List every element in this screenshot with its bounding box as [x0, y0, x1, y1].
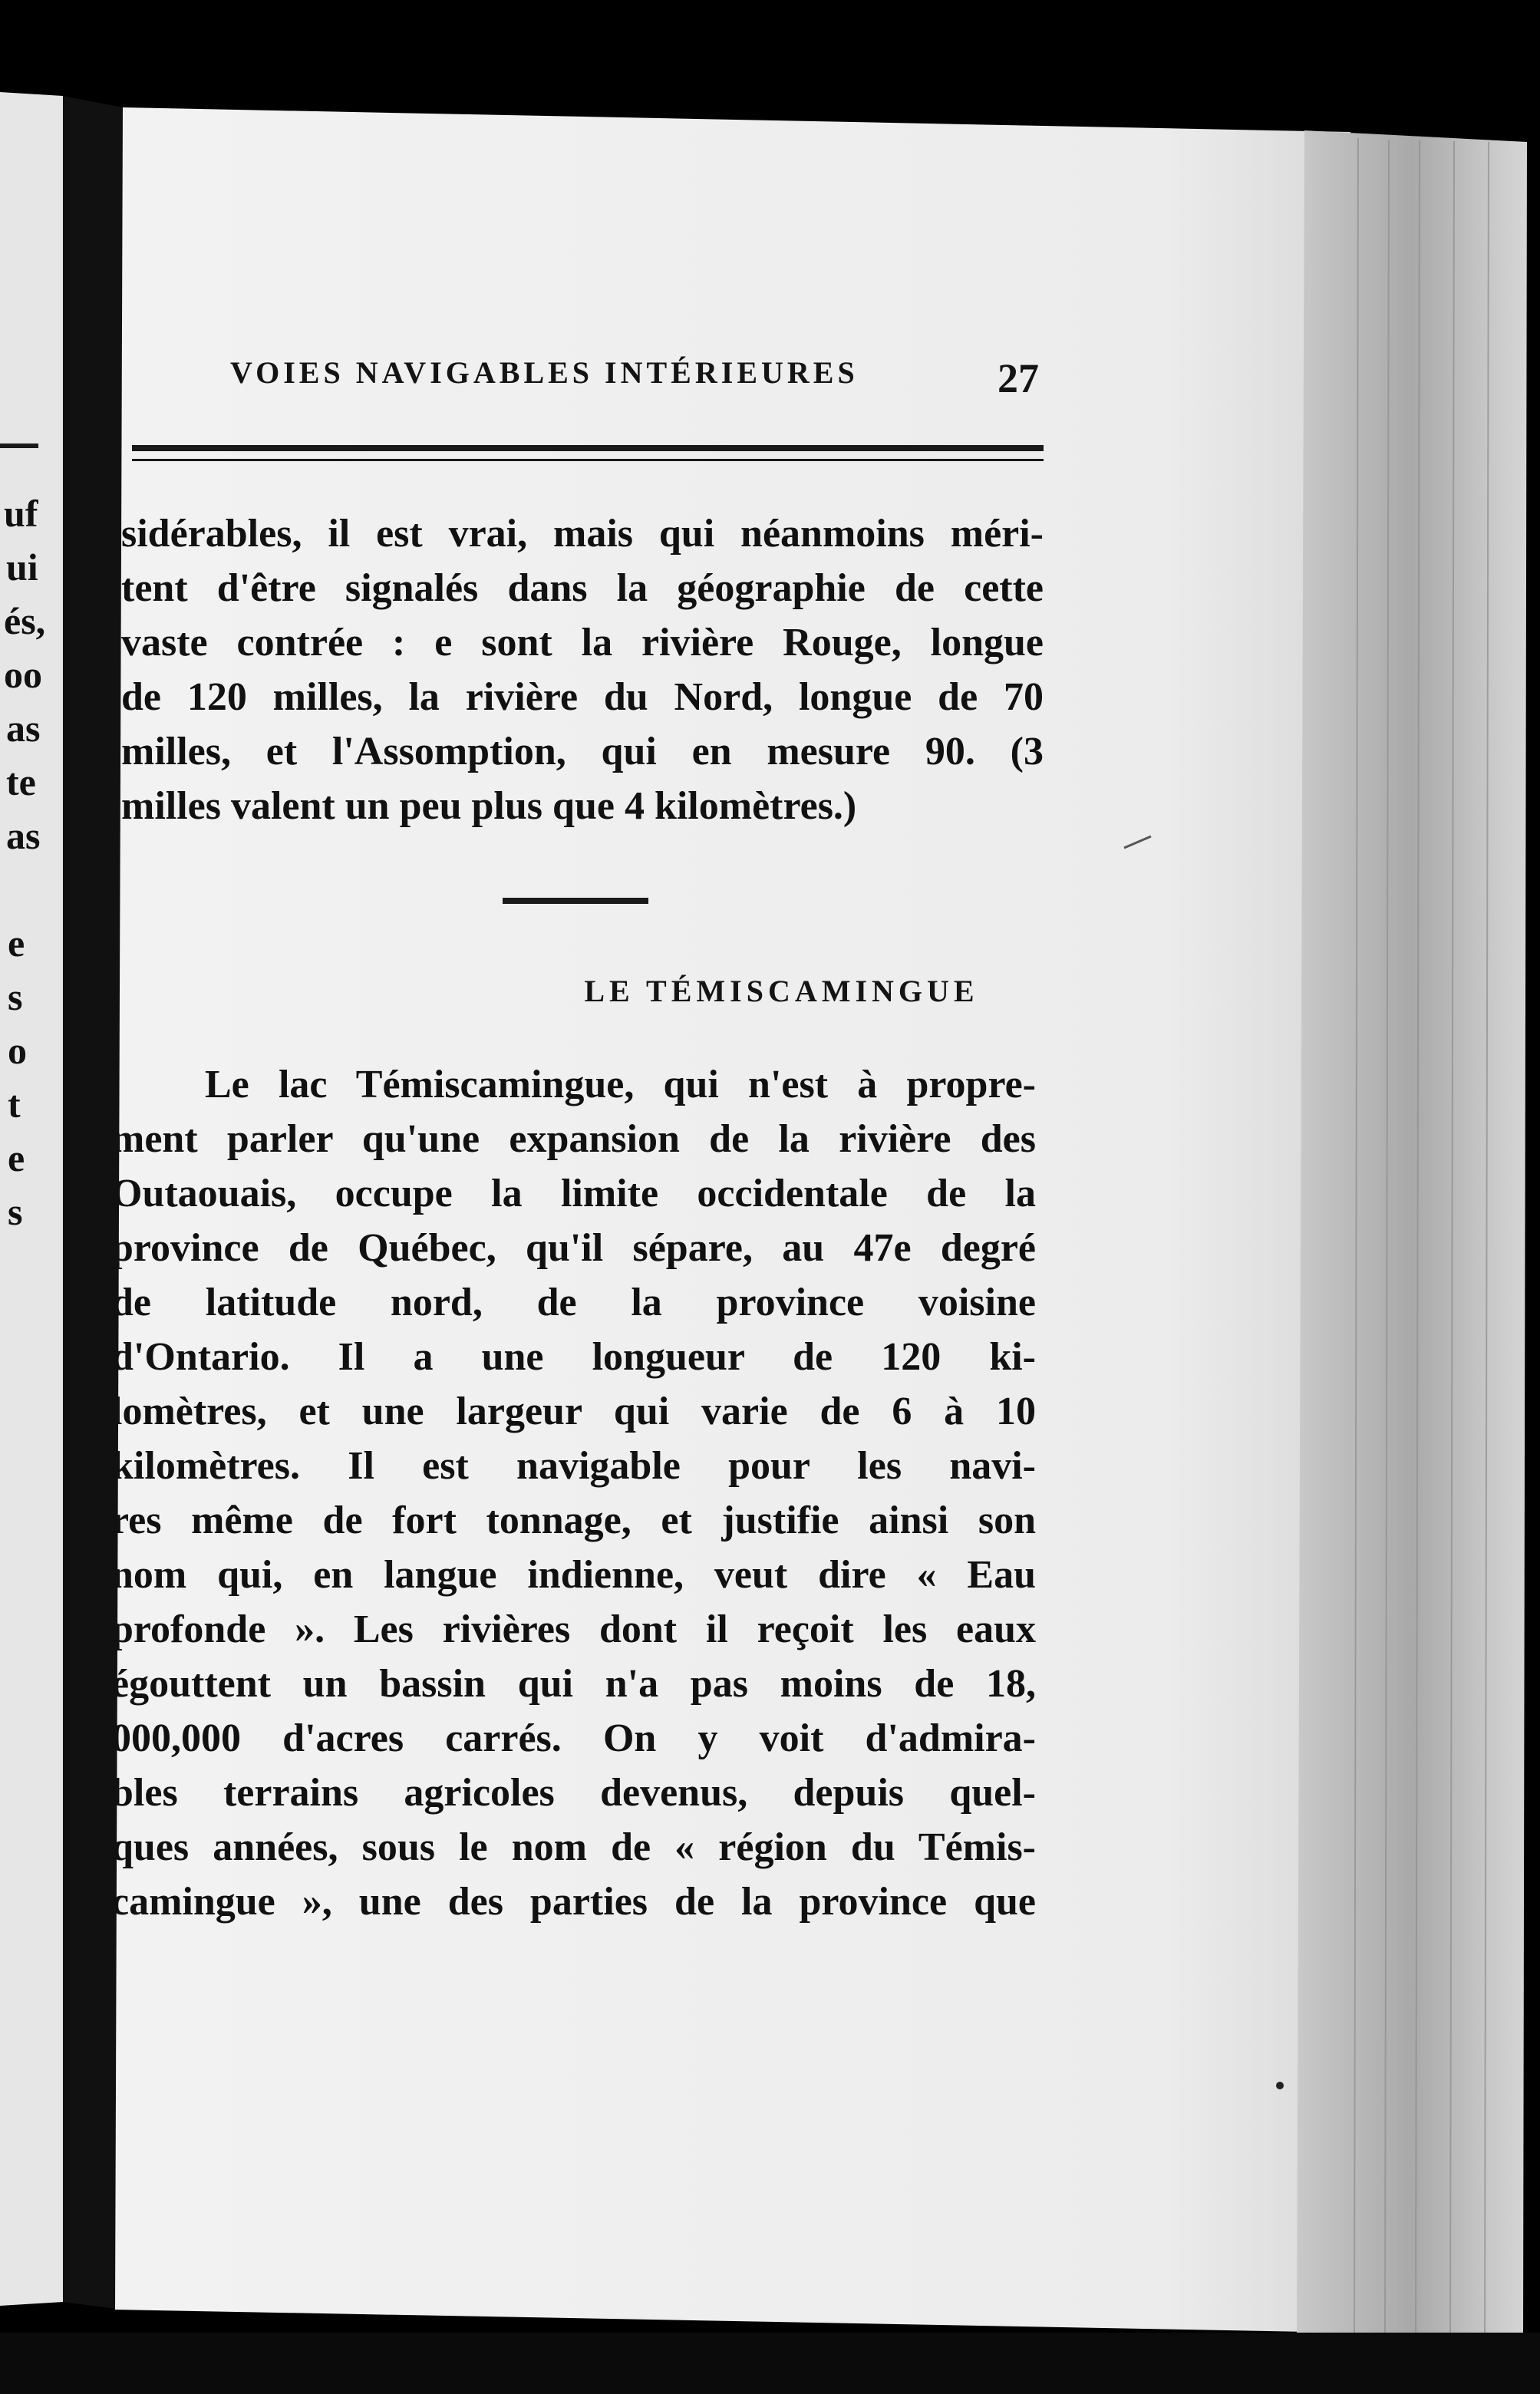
facing-page-rule [0, 444, 38, 448]
fragment: ui [6, 546, 38, 589]
text-line: ques années, sous le nom de « région du Témis- [111, 1825, 1036, 1869]
text-line: profonde ». Les rivières dont il reçoit les eaux [111, 1608, 1036, 1651]
text-line: bles terrains agricoles devenus, depuis quel- [111, 1771, 1036, 1815]
text-line: milles valent un peu plus que 4 kilomètres.) [121, 784, 857, 828]
fragment: te [6, 760, 36, 803]
paragraph-1 [121, 506, 1044, 833]
text-line: sidérables, il est vrai, mais qui néanmoins méri- [121, 512, 1044, 556]
text-line: d'Ontario. Il a une longueur de 120 ki- [111, 1335, 1036, 1379]
paragraph-2 [111, 1057, 1036, 1929]
text-line: camingue », une des parties de la province que [111, 1880, 1036, 1924]
header-rule-thin [132, 459, 1044, 461]
fragment: as [6, 707, 41, 750]
fragment: s [8, 975, 23, 1018]
text-line: milles, et l'Assomption, qui en mesure 90. (3 [121, 730, 1044, 773]
text-line: tent d'être signalés dans la géographie de cette [121, 566, 1044, 610]
fragment: uf [4, 492, 38, 535]
bottom-shadow [0, 2333, 1540, 2394]
fragment: s [8, 1190, 23, 1233]
text-line: 000,000 d'acres carrés. On y voit d'admira- [111, 1716, 1036, 1760]
section-heading: LE TÉMISCAMINGUE [584, 974, 979, 1008]
fragment: o [8, 1029, 27, 1072]
section-divider [503, 898, 648, 904]
fragment: e [8, 922, 25, 965]
text-line: nom qui, en langue indienne, veut dire « Eau [111, 1553, 1036, 1597]
text-line: égouttent un bassin qui n'a pas moins de 18, [111, 1662, 1036, 1706]
text-line: de latitude nord, de la province voisine [111, 1281, 1036, 1324]
text-line: kilomètres. Il est navigable pour les navi- [111, 1444, 1036, 1488]
text-line: province de Québec, qu'il sépare, au 47e degré [111, 1226, 1036, 1270]
text-line: ment parler qu'une expansion de la rivière des [111, 1117, 1036, 1161]
fragment: és, [4, 599, 46, 642]
page-edge [1297, 130, 1527, 2344]
fragment: as [6, 814, 41, 857]
page-number: 27 [998, 355, 1039, 401]
text-line: lomètres, et une largeur qui varie de 6 à 10 [111, 1390, 1036, 1433]
fragment: oo [4, 653, 42, 696]
fragment: t [8, 1083, 21, 1126]
header-rule-thick [132, 445, 1044, 451]
text-line: Outaouais, occupe la limite occidentale de la [111, 1172, 1036, 1215]
text-line: de 120 milles, la rivière du Nord, longue de 70 [121, 675, 1044, 719]
running-header: VOIES NAVIGABLES INTÉRIEURES [230, 355, 859, 390]
fragment: e [8, 1136, 25, 1179]
text-line: Le lac Témiscamingue, qui n'est à propre- [205, 1063, 1036, 1106]
text-line: vaste contrée : e sont la rivière Rouge, longue [121, 621, 1044, 664]
speck [1276, 2082, 1284, 2089]
text-line: res même de fort tonnage, et justifie ainsi son [111, 1499, 1036, 1542]
